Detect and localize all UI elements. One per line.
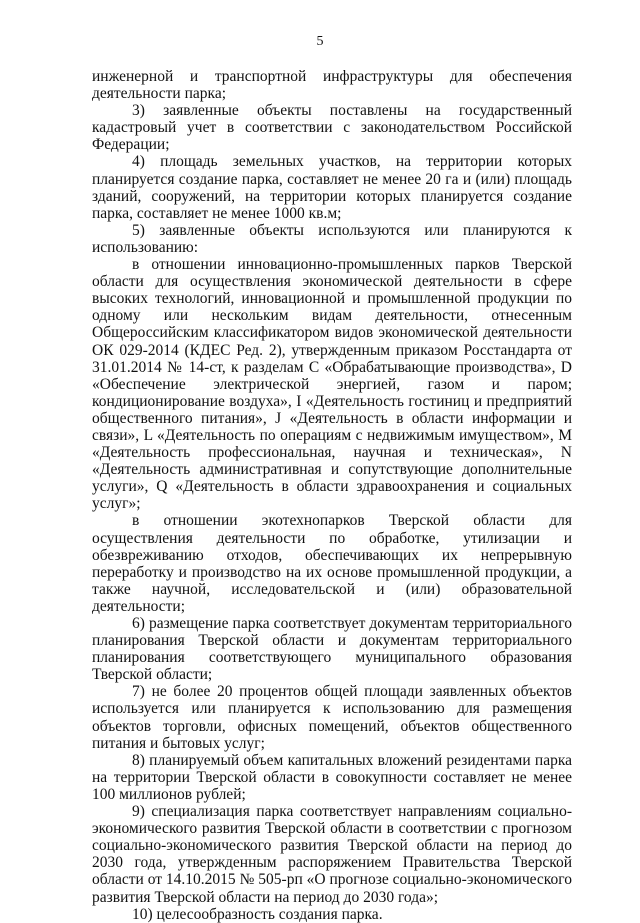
paragraph-item-5: 5) заявленные объекты используются или планируются к использованию: (92, 221, 572, 256)
paragraph-innovation-parks: в отношении инновационно-промышленных парков Тверской области для осуществления экономической деятельности в сфере высоких технологий, инновационной и промышленной продукции по одному или нескольким видам деятельности, отнесенным Общероссийским классификатором видов экономической деятельности ОК 029-2014 (КДЕС Ред. 2), утвержденным приказом Росстандарта от 31.01.2014 № 14-ст, к разделам С «Обрабатывающие производства», D «Обеспечение электрической энергией, газом и паром; кондиционирование воздуха», I «Деятельность гостиниц и предприятий общественного питания», J «Деятельность в области информации и связи», L «Деятельность по операциям с недвижимым имуществом», M «Деятельность профессиональная, научная и техническая», N «Деятельность административная и сопутствующие дополнительные услуги», Q «Деятельность в области здравоохранения и социальных услуг»; (92, 256, 572, 513)
paragraph-item-10: 10) целесообразность создания парка. (132, 905, 383, 923)
page-number: 5 (316, 34, 324, 49)
paragraph-ecotechnoparks: в отношении экотехнопарков Тверской области для осуществления деятельности по обработке, утилизации и обезвреживанию отходов, обеспечивающих их непрерывную переработку и производство на их основе промышленной продукции, а также научной, исследовательской и (или) образовательной деятельности; (92, 512, 572, 615)
paragraph-item-8: 8) планируемый объем капитальных вложений резидентами парка на территории Тверской области в совокупности составляет не менее 100 миллионов рублей; (92, 751, 572, 803)
paragraph-item-9: 9) специализация парка соответствует направлениям социально-экономического развития Тверской области в соответствии с прогнозом социально-экономического развития Тверской области на период до 2030 года, утвержденным распоряжением Правительства Тверской области от 14.10.2015 № 505-рп «О прогнозе социально-экономического развития Тверской области на период до 2030 года»; (92, 803, 572, 906)
paragraph-item-7: 7) не более 20 процентов общей площади заявленных объектов используется или планируется к использованию для размещения объектов торговли, офисных помещений, объектов общественного питания и бытовых услуг; (92, 683, 572, 752)
paragraph-item-3: 3) заявленные объекты поставлены на государственный кадастровый учет в соответствии с законодательством Российской Федерации; (92, 102, 572, 154)
paragraph-continuation: инженерной и транспортной инфраструктуры для обеспечения деятельности парка; (92, 68, 572, 103)
paragraph-item-6: 6) размещение парка соответствует документам территориального планирования Тверской области и документам территориального планирования соответствующего муниципального образования Тверской области; (92, 615, 572, 684)
document-body (92, 68, 572, 923)
paragraph-item-4: 4) площадь земельных участков, на территории которых планируется создание парка, составляет не менее 20 га и (или) площадь зданий, сооружений, на территории которых планируется создание парка, составляет не менее 1000 кв.м; (92, 153, 572, 222)
